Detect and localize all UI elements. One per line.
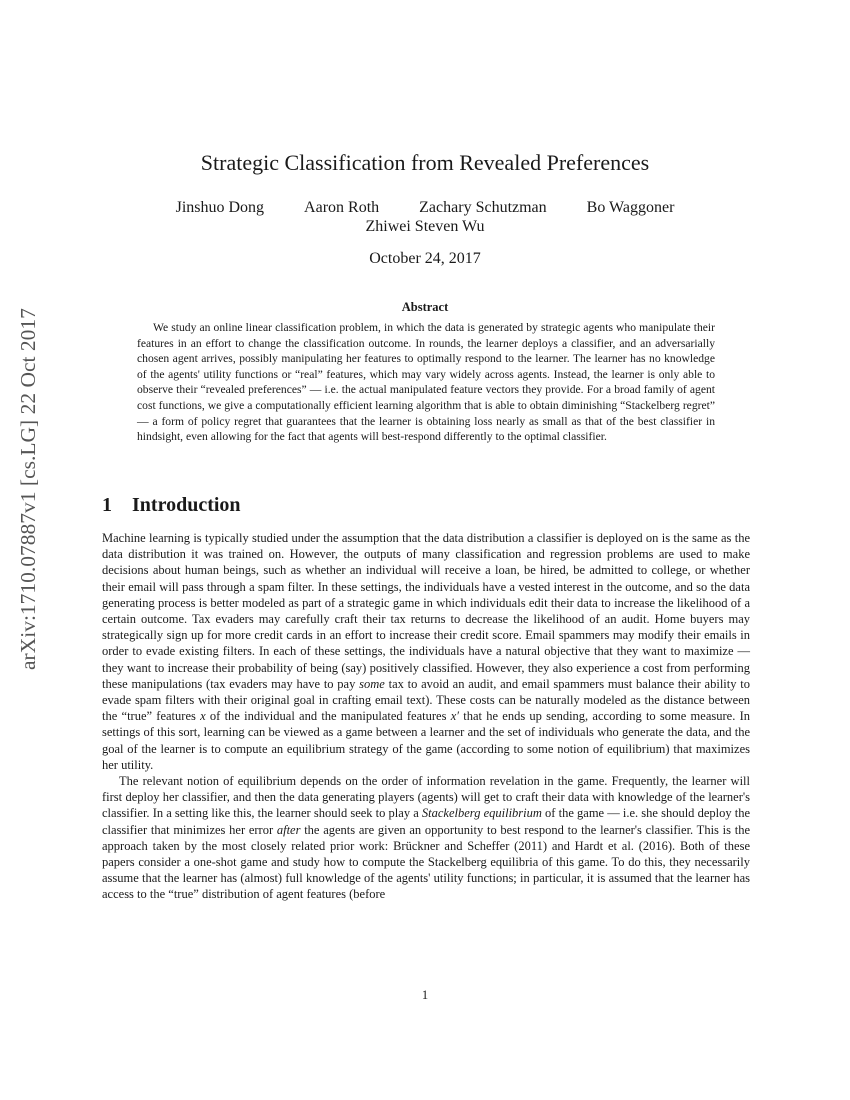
author-block [0,198,850,236]
text-run: of the individual and the manipulated features [205,709,451,724]
math-variable: x′ [450,709,459,724]
body-text [102,530,750,903]
author-row [0,198,850,217]
paper-date: October 24, 2017 [369,250,481,267]
author-name: Zhiwei Steven Wu [365,218,485,235]
text-run: that he ends up sending, according to some measure. In settings of this sort, learning can be viewed as a game between a learner and the set of individuals who generate the data, and the goal of the learner is to compute an equilibrium strategy of the game (according to some notion of equilibrium) that maximizes her utility. [102,709,750,772]
arxiv-side-stamp [10,270,46,670]
emphasis: Stackelberg equilibrium [421,806,542,821]
section-heading [102,494,241,517]
abstract-body [137,320,715,445]
abstract-heading: Abstract [401,300,449,314]
arxiv-identifier: arXiv:1710.07887v1 [cs.LG] 22 Oct 2017 [16,308,40,670]
page-number: 1 [421,988,429,1002]
emphasis: some [359,676,385,691]
text-run: The relevant notion of equilibrium depends on the order of information revelation in the game. Frequently, the learner will first deploy her classifier, and then the data generating players (agents) will get to craft their data with knowledge of the learner's classifier. In a setting like this, the learner should seek to play a [102,774,750,821]
author-name: Aaron Roth [304,199,380,216]
paragraph [102,773,750,903]
math-variable: x [200,709,206,724]
text-run: tax to avoid an audit, and email spammers must balance their ability to evade spam filters with their original goal in crafting email text). These costs can be naturally modeled as the distance between the “true” features [102,676,750,724]
author-name: Jinshuo Dong [175,199,265,216]
author-row [0,217,850,236]
author-name: Bo Waggoner [586,199,675,216]
text-run: of the game — i.e. she should deploy the classifier that minimizes her error [102,806,750,837]
paper-title: Strategic Classification from Revealed Preferences [200,150,650,175]
section-number: 1 [102,494,112,516]
text-run: Machine learning is typically studied under the assumption that the data distribution a classifier is deployed on is the same as the data distribution it was trained on. However, the outputs of many classification and regression problems are used to make decisions about human beings, such as whether an individual will receive a loan, be hired, be admitted to college, or whether their email will pass through a spam filter. In these settings, the individuals have a vested interest in the outcome, and so the data generating process is better modeled as part of a strategic game in which individuals edit their data to increase the likelihood of a certain outcome. Tax evaders may carefully craft their tax returns to decrease the likelihood of an audit. Home buyers may strategically sign up for more credit cards in an effort to increase their credit score. Email spammers may modify their emails in order to evade existing filters. In each of these settings, the individuals have a natural objective that they want to maximize — they want to increase their probability of being (say) positively classified. However, they also experience a cost from performing these manipulations (tax evaders may have to pay [102,531,750,691]
author-name: Zachary Schutzman [419,199,547,216]
text-run: the agents are given an opportunity to best respond to the learner's classifier. This is the approach taken by the most closely related prior work: Brückner and Scheffer (2011) and Hardt et al. (2016). Both of these papers consider a one-shot game and study how to compute the Stackelberg equilibria of this game. To do this, they necessarily assume that the learner has (almost) full knowledge of the agents' utility functions; in particular, it is assumed that the learner has access to the “true” distribution of agent features (before [102,822,750,902]
section-title: Introduction [132,494,241,516]
paragraph [102,530,750,773]
abstract-text: We study an online linear classification problem, in which the data is generated by strategic agents who manipulate their features in an effort to change the classification outcome. In rounds, the learner deploys a classifier, and an adversarially chosen agent arrives, possibly manipulating her features to optimally respond to the learner. The learner has no knowledge of the agents' utility functions or “real” features, which may vary widely across agents. Instead, the learner is only able to observe their “revealed preferences” — i.e. the actual manipulated feature vectors they provide. For a broad family of agent cost functions, we give a computationally efficient learning algorithm that is able to obtain diminishing “Stackelberg regret” — a form of policy regret that guarantees that the learner is obtaining loss nearly as small as that of the best classifier in hindsight, even allowing for the fact that agents will best-respond differently to the optimal classifier. [137,321,715,444]
emphasis: after [276,822,301,837]
